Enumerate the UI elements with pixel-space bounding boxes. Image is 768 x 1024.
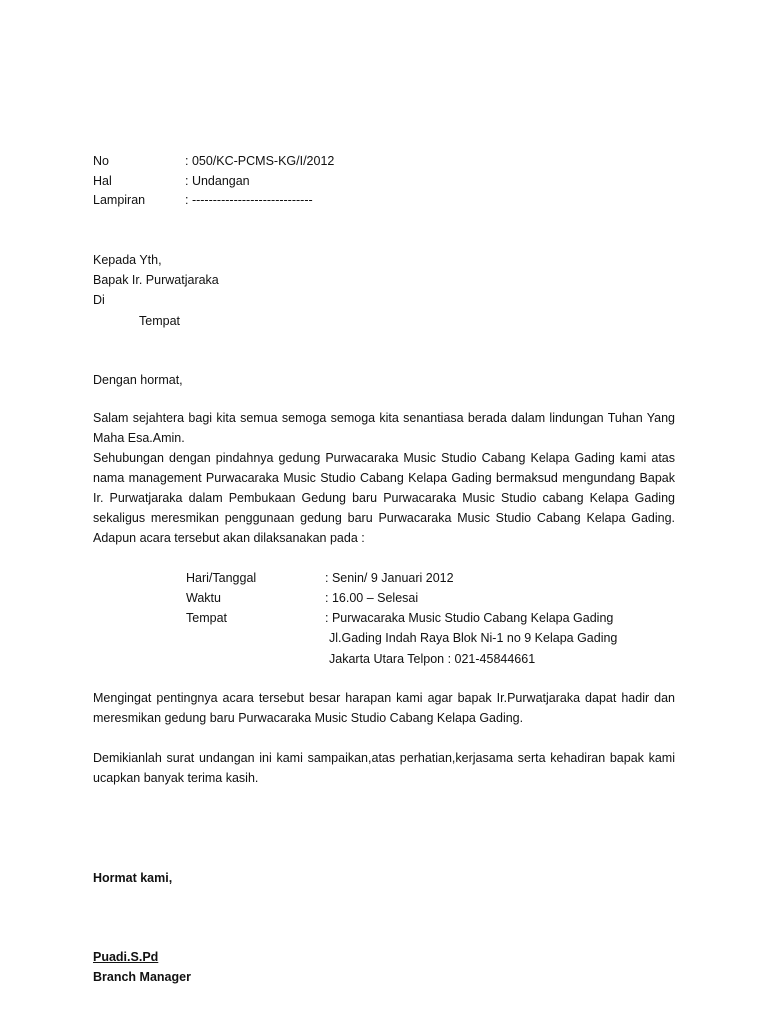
paragraph-opening: Salam sejahtera bagi kita semua semoga semoga kita senantiasa berada dalam lindungan Tuhan Yang Maha Esa.Amin. bbox=[93, 411, 675, 445]
paragraph-hope: Mengingat pentingnya acara tersebut besar harapan kami agar bapak Ir.Purwatjaraka dapat hadir dan meresmikan gedung baru Purwacaraka Music Studio Cabang Kelapa Gading. bbox=[93, 691, 675, 725]
event-place-label: Tempat bbox=[186, 611, 227, 625]
recipient-di: Di bbox=[93, 293, 105, 307]
paragraph-invitation: Sehubungan dengan pindahnya gedung Purwacaraka Music Studio Cabang Kelapa Gading kami atas nama management Purwacaraka Music Studio Cabang Kelapa Gading bermaksud mengundang Bapak Ir. Purwatjaraka dalam Pembukaan Gedung baru Purwacaraka Music Studio cabang Kelapa Gading sekaligus meresmikan penggunaan gedung baru Purwacaraka Music Studio Cabang Kelapa Gading. Adapun acara tersebut akan dilaksanakan pada : bbox=[93, 451, 675, 545]
hal-label: Hal bbox=[93, 174, 112, 188]
signer-title: Branch Manager bbox=[93, 970, 191, 984]
lampiran-value: : ----------------------------- bbox=[185, 193, 313, 207]
event-place-line3: Jakarta Utara Telpon : 021-45844661 bbox=[329, 652, 536, 666]
no-label: No bbox=[93, 154, 109, 168]
regards: Hormat kami, bbox=[93, 871, 173, 885]
event-date-label: Hari/Tanggal bbox=[186, 571, 257, 585]
greeting: Dengan hormat, bbox=[93, 373, 183, 387]
recipient-place: Tempat bbox=[139, 314, 180, 328]
hal-value: : Undangan bbox=[185, 174, 250, 188]
recipient-name: Bapak Ir. Purwatjaraka bbox=[93, 273, 219, 287]
event-place-line1: : Purwacaraka Music Studio Cabang Kelapa Gading bbox=[325, 611, 614, 625]
event-place-line2: Jl.Gading Indah Raya Blok Ni-1 no 9 Kelapa Gading bbox=[329, 631, 618, 645]
event-date-value: : Senin/ 9 Januari 2012 bbox=[325, 571, 454, 585]
event-time-label: Waktu bbox=[186, 591, 221, 605]
signer-name: Puadi.S.Pd bbox=[93, 950, 159, 964]
no-value: : 050/KC-PCMS-KG/I/2012 bbox=[185, 154, 335, 168]
recipient-salutation: Kepada Yth, bbox=[93, 253, 162, 267]
event-time-value: : 16.00 – Selesai bbox=[325, 591, 419, 605]
lampiran-label: Lampiran bbox=[93, 193, 146, 207]
paragraph-thanks: Demikianlah surat undangan ini kami sampaikan,atas perhatian,kerjasama serta kehadiran bapak kami ucapkan banyak terima kasih. bbox=[93, 751, 675, 785]
